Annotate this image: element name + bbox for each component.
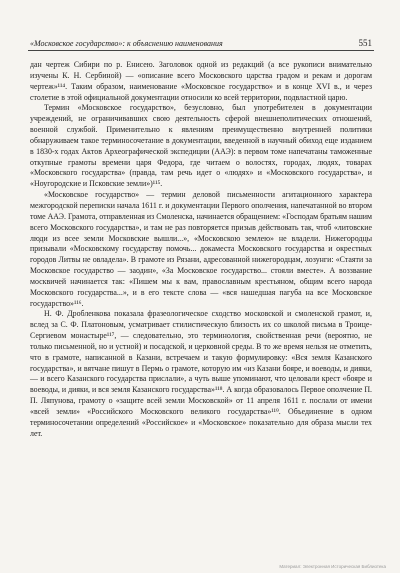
header-rule bbox=[28, 50, 374, 51]
body-text bbox=[30, 60, 372, 440]
paragraph: «Московское государство» — термин деловой письменности агитационного характера межгородской переписки начала 1611 г. и документации Первого ополчения, напечатанной во втором томе ААЭ. Грамота, отправленная из Смоленска, начинается обращением: «Господам братьям нашим всего Московского государства», и там не раз повторяется призыв действовать так, чтоб «литовские люди из всее земли Московские вышли...», «Московскою землею» не владели. Нижегородцы призывали «Московскому государству помочь... докаместа Московского государства и окрестных городов Литвы не овладела». В грамоте из Рязани, адресованной нижегородцам, лозунги: «Стаяти за Московское государство — заодин», «За Московское государство... стояли вместе». А воззвание москвичей начинается так: «Пишем мы к вам, православным крестьяном, общим всего народа Московского государства...», и в его тексте слова — «вся нашедшая пагуба на все Московское государство»¹¹⁶. bbox=[30, 190, 372, 308]
paragraph: Термин «Московское государство», безусловно, был употребителен в документации учреждений, не ограничивавших свою деятельность сферой внешнеполитических отношений, военной службой. Применительно к явлениям преимущественно внутренней политики обнаруживаем такое терминосочетание в документации, введенной в научный обиход еще изданием в 1830-х годах Актов Археографической экспедиции (ААЭ): в первом томе напечатаны таможенные откупные грамоты времени царя Федора, где читаем о волостях, городах, людях, товарах «Московского государства» (правда, там речь идет о «людях» и «Московского государства», и «Ноугородские и Псковские земли»)¹¹⁵. bbox=[30, 103, 372, 189]
paragraph: дан чертеж Сибири по р. Енисею. Заголовок одной из редакций (а все рукописи внимательно изучены К. Н. Сербиной) — «описание всего Московского царства градом и рекам и дорогам чертеж»¹¹⁴. Таким образом, наименование «Московское государство» и в конце XVI в., и через столетие в этой официальной документации относили ко всей территории, подвластной царю. bbox=[30, 60, 372, 102]
running-title: «Московское государство»: к объяснению наименования bbox=[30, 39, 223, 48]
page-number: 551 bbox=[358, 38, 372, 48]
paragraph: Н. Ф. Дробленкова показала фразеологическое сходство московской и смоленской грамот, и, вслед за С. Ф. Платоновым, усматривает стилистическую близость их со школой письма в Троице-Сергиевом монастыре¹¹⁷, — следовательно, это терминология, свойственная речи (вероятно, не только письменной, но и устной) и посадской, и церковной среды. В то же время нельзя не отметить, что в грамоте, написанной в Казани, встречаем и такую формулировку: «Вся земля Казанского государства», и вятчане пишут в Пермь о грамоте, которую им «из Казани бояре, и воеводы, и дияки, — и всего Казанского государства прислали», а чуть выше упоминают, что целовали крест «бояре и воеводы, и дияки, и вся земля Казанского государства»¹¹⁸. А когда образовалось Первое ополчение П. П. Ляпунова, грамоту о «защите всей земли Московской» от 11 апреля 1611 г. послали от имени «всей земли» «Российского Московского великого государства»¹¹⁹. Объединение в одном терминосочетании определений «Российское» и «Московское» показательно для образа мысли тех лет. bbox=[30, 309, 372, 438]
footer-watermark: Материал: Электронная Историческая Библиотека bbox=[279, 564, 386, 569]
running-head bbox=[30, 36, 372, 48]
